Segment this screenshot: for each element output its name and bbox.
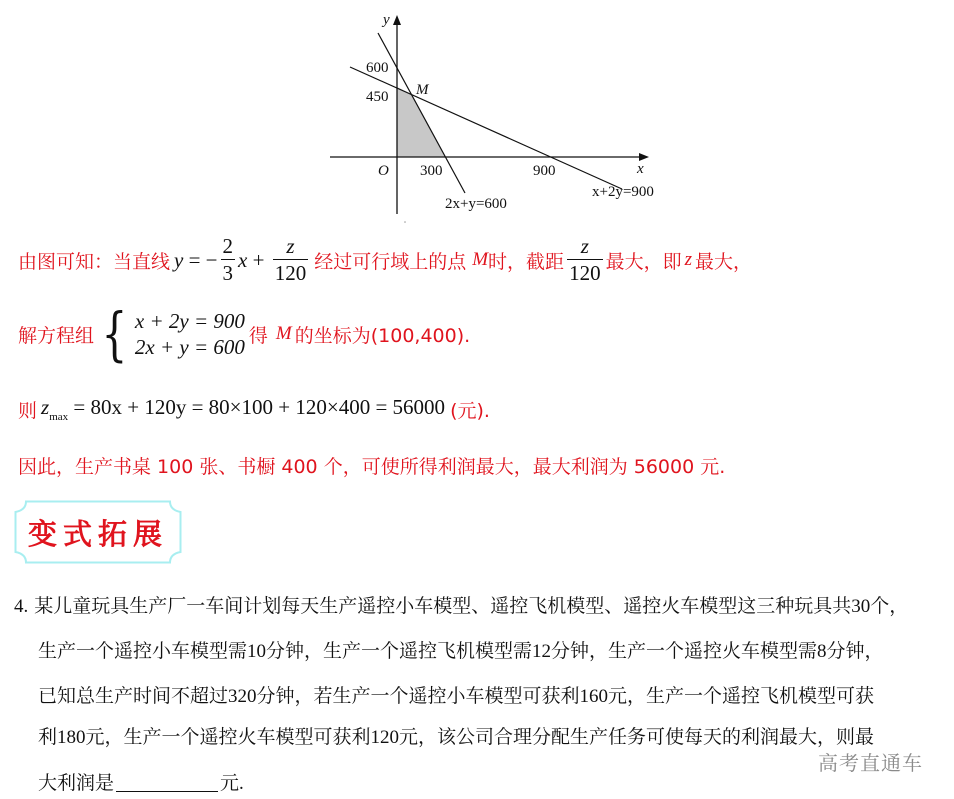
question-line-4: 利180元，生产一个遥控火车模型可获利120元，该公司合理分配生产任务可使每天的利润最大，则最 — [38, 727, 875, 748]
frac-num: 2 — [222, 234, 234, 258]
solution-line-2 — [18, 300, 470, 368]
fraction-two-thirds — [221, 236, 236, 284]
zmax-expression — [41, 395, 445, 423]
solution-line-1 — [18, 232, 752, 288]
equals-minus: = − — [183, 247, 218, 272]
left-brace-icon: { — [101, 300, 128, 368]
origin-label: O — [378, 163, 389, 179]
question-last-suffix: 元. — [220, 773, 244, 794]
solution-line-1-mid: 经过可行域上的点 — [314, 250, 467, 273]
plus: + — [247, 247, 270, 272]
question-last-prefix: 大利润是 — [38, 773, 115, 794]
solution-line-3 — [18, 392, 490, 426]
solution-line-2-mid: 得 — [248, 324, 268, 347]
intercept-fraction — [564, 236, 606, 284]
var-z: z — [684, 249, 692, 270]
var-z: z — [41, 395, 50, 419]
var-y: y — [174, 247, 184, 272]
solution-line-1-suffix1: 最大，即 — [605, 250, 682, 273]
frac-num: z — [580, 234, 589, 258]
stray-dot — [404, 221, 406, 223]
answer-blank[interactable] — [116, 771, 218, 792]
tick-x-300: 300 — [420, 163, 443, 179]
equation-1: x + 2y = 900 — [134, 308, 245, 333]
solution-line-1-suffix2: 最大， — [694, 250, 752, 273]
y-axis-label: y — [383, 12, 390, 28]
solution-line-2-prefix: 解方程组 — [18, 324, 95, 347]
question-number: 4. — [14, 596, 29, 617]
fraction-z-120 — [273, 236, 309, 284]
solution-line-3-prefix: 则 — [18, 399, 38, 422]
solution-line-1-mid2: 时，截距 — [488, 250, 565, 273]
question-line-5 — [38, 768, 244, 795]
equation-rows — [135, 308, 245, 361]
frac-den: 120 — [569, 261, 601, 285]
line-equation — [174, 236, 311, 284]
solution-line-2-suffix: 的坐标为(100,400). — [294, 324, 471, 347]
frac-num: z — [286, 234, 295, 258]
line1-label: 2x+y=600 — [445, 196, 507, 212]
section-badge — [14, 500, 182, 564]
frac-den: 3 — [222, 261, 234, 285]
expression: = 80x + 120y = 80×100 + 120×400 = 56000 — [68, 395, 446, 419]
question-line-1 — [14, 591, 908, 618]
point-m: M — [275, 323, 292, 344]
subscript-max: max — [49, 411, 69, 423]
fraction-z-120-b — [567, 236, 603, 284]
badge-label: 变式拓展 — [27, 516, 168, 551]
tick-y-450: 450 — [366, 89, 389, 105]
frac-den: 120 — [274, 261, 307, 285]
tick-x-900: 900 — [533, 163, 556, 179]
feasible-region-graph — [325, 5, 670, 225]
unit-yuan: (元). — [450, 399, 490, 422]
line2-label: x+2y=900 — [592, 184, 654, 200]
point-m: M — [472, 249, 489, 270]
question-line-3: 已知总生产时间不超过320分钟，若生产一个遥控小车模型可获利160元，生产一个遥控飞机模型可获 — [38, 686, 875, 707]
question-line-2: 生产一个遥控小车模型需10分钟，生产一个遥控飞机模型需12分钟，生产一个遥控火车模型需8分钟， — [38, 641, 884, 662]
tick-y-600: 600 — [366, 60, 389, 76]
point-m-label: M — [416, 82, 429, 98]
solution-line-1-prefix: 由图可知：当直线 — [18, 250, 171, 273]
x-axis-label: x — [637, 161, 644, 177]
watermark: 高考直通车 — [818, 751, 923, 775]
equation-2: 2x + y = 600 — [134, 335, 245, 359]
var-x: x — [238, 247, 248, 272]
question-text: 某儿童玩具生产厂一车间计划每天生产遥控小车模型、遥控飞机模型、遥控火车模型这三种玩具共30个， — [34, 596, 909, 617]
solution-conclusion: 因此，生产书桌 100 张、书橱 400 个，可使所得利润最大，最大利润为 56000 元. — [18, 455, 726, 478]
equation-system — [96, 300, 245, 368]
